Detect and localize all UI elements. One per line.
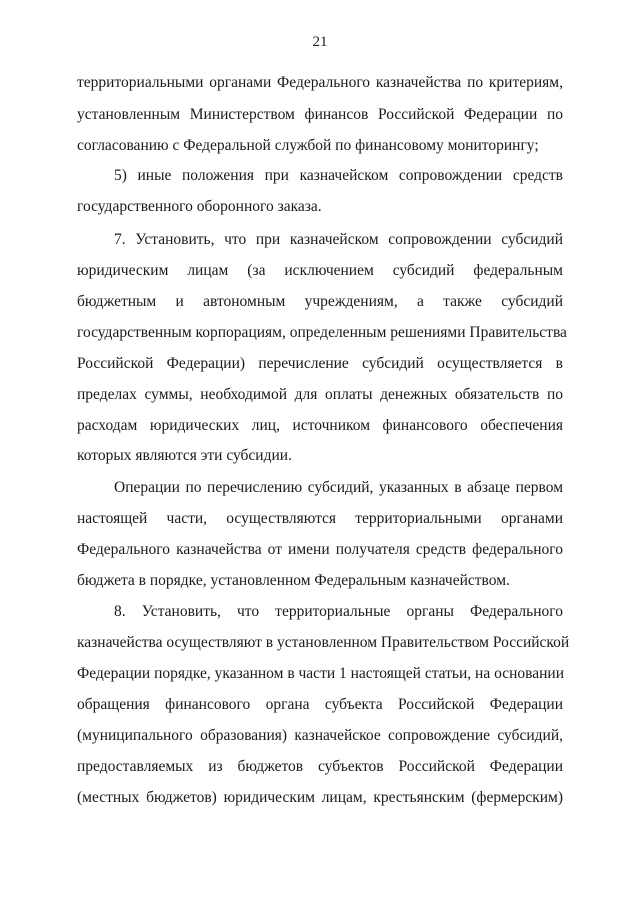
text-line: обращения финансового органа субъекта Российской Федерации [77,696,563,713]
text-line: установленным Министерством финансов Российской Федерации по [77,106,563,123]
text-line: предоставляемых из бюджетов субъектов Российской Федерации [77,758,563,775]
text-line: (муниципального образования) казначейское сопровождение субсидий, [77,727,563,744]
text-line: государственного оборонного заказа. [77,198,322,215]
text-line: юридическим лицам (за исключением субсидий федеральным [77,262,563,279]
text-line: пределах суммы, необходимой для оплаты денежных обязательств по [77,386,563,403]
text-line: 5) иные положения при казначейском сопровождении средств [114,167,563,184]
text-line: Российской Федерации) перечисление субсидий осуществляется в [77,355,563,372]
text-line: 8. Установить, что территориальные органы Федерального [114,603,563,620]
text-line: Операции по перечислению субсидий, указанных в абзаце первом [114,479,563,496]
text-line: территориальными органами Федерального казначейства по критериям, [77,74,563,91]
page-number: 21 [312,34,328,50]
text-line: государственным корпорациям, определенным решениями Правительства [77,324,567,341]
text-line: согласованию с Федеральной службой по финансовому мониторингу; [77,137,539,154]
text-line: (местных бюджетов) юридическим лицам, крестьянским (фермерским) [77,789,563,806]
text-line: 7. Установить, что при казначейском сопровождении субсидий [114,231,563,248]
text-line: настоящей части, осуществляются территориальными органами [77,510,563,527]
text-line: которых являются эти субсидии. [77,447,292,464]
text-line: Федерального казначейства от имени получателя средств федерального [77,541,563,558]
text-line: казначейства осуществляют в установленном Правительством Российской [77,634,570,651]
text-line: расходам юридических лиц, источником финансового обеспечения [77,417,563,434]
text-line: бюджетным и автономным учреждениям, а также субсидий [77,293,563,310]
text-line: бюджета в порядке, установленном Федеральным казначейством. [77,572,510,589]
text-line: Федерации порядке, указанном в части 1 настоящей статьи, на основании [77,665,565,682]
